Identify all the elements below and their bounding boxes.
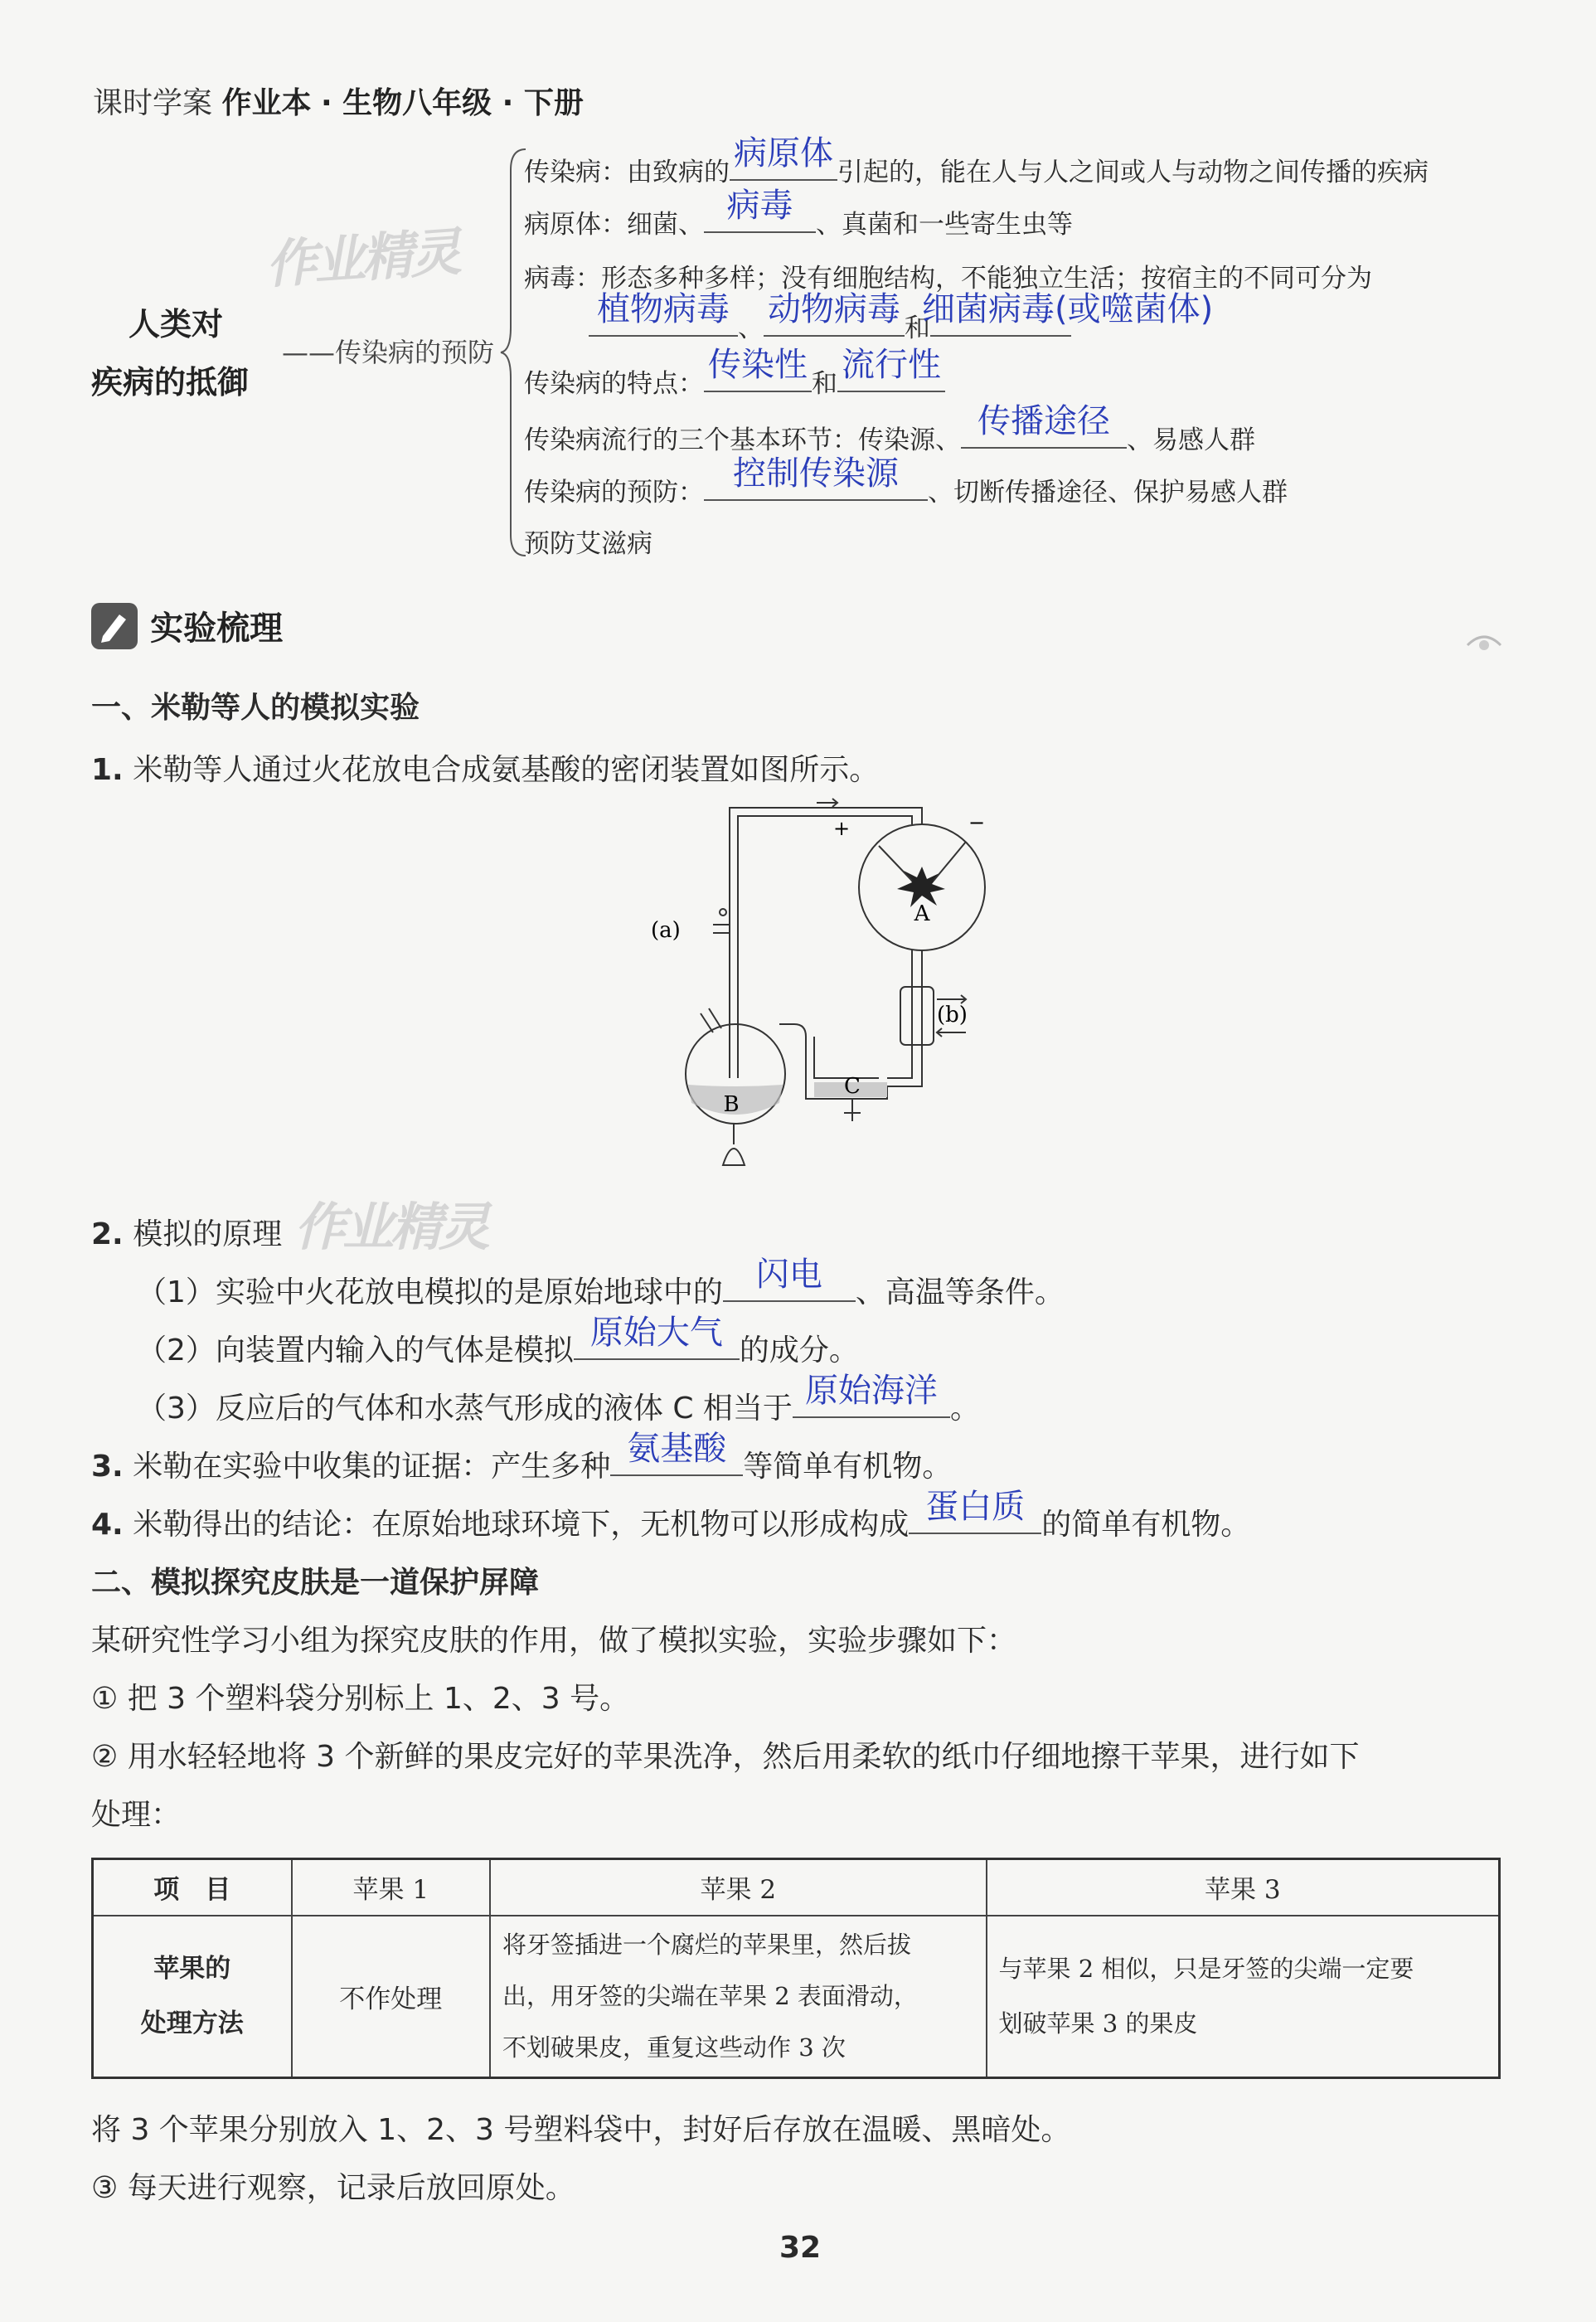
header-book: 作业本 bbox=[221, 86, 312, 120]
answer-blank: 原始海洋 bbox=[793, 1387, 950, 1418]
label-a: (a) bbox=[651, 918, 681, 943]
table-row bbox=[93, 1916, 1500, 2078]
answer-blank: 原始大气 bbox=[574, 1329, 740, 1360]
apple1-treatment: 不作处理 bbox=[292, 1916, 490, 2078]
answer-blank: 病原体 bbox=[730, 149, 837, 181]
answer-blank: 流行性 bbox=[837, 361, 945, 392]
answer-blank: 控制传染源 bbox=[704, 469, 928, 501]
part2-after: 将 3 个苹果分别放入 1、2、3 号塑料袋中，封好后存放在温暖、黑暗处。 bbox=[91, 2113, 1071, 2147]
mindmap-item-5: 传染病流行的三个基本环节：传染源、 传播途径 、易感人群 bbox=[524, 402, 1255, 455]
label-plus: + bbox=[833, 817, 851, 840]
part2-step3: ③ 每天进行观察，记录后放回原处。 bbox=[91, 2171, 575, 2205]
watermark: 作业精灵 bbox=[264, 221, 460, 295]
table-header: 项 目 bbox=[93, 1859, 292, 1916]
question-1: 1. 米勒等人通过火花放电合成氨基酸的密闭装置如图所示。 bbox=[91, 753, 880, 787]
mindmap-item-1: 传染病：由致病的 病原体 引起的，能在人与人之间或人与动物之间传播的疾病 bbox=[524, 134, 1429, 187]
part2-step2b: 处理： bbox=[91, 1798, 182, 1832]
answer-blank: 传播途径 bbox=[961, 417, 1127, 449]
mindmap-root-line2: 疾病的抵御 bbox=[91, 364, 250, 401]
row-label: 苹果的 处理方法 bbox=[93, 1916, 292, 2078]
mindmap-item-4: 传染病的特点： 传染性 和 流行性 bbox=[524, 361, 945, 400]
mindmap-item-6: 传染病的预防： 控制传染源 、切断传播途径、保护易感人群 bbox=[524, 454, 1288, 508]
question-2: 2. 模拟的原理 bbox=[91, 1217, 283, 1251]
page-number: 32 bbox=[779, 2231, 822, 2265]
header bbox=[93, 80, 584, 122]
question-3: 3. 米勒在实验中收集的证据：产生多种 氨基酸 等简单有机物。 bbox=[91, 1430, 953, 1484]
mindmap-branch: ——传染病的预防 bbox=[282, 337, 495, 368]
answer-blank: 传染性 bbox=[704, 361, 812, 392]
table-header: 苹果 2 bbox=[490, 1859, 987, 1916]
answer-blank: 闪电 bbox=[723, 1270, 856, 1302]
table-header: 苹果 3 bbox=[987, 1859, 1500, 1916]
section-title: 实验梳理 bbox=[150, 610, 284, 648]
miller-apparatus-diagram bbox=[630, 796, 1028, 1194]
section-heading bbox=[91, 602, 283, 649]
header-series: 课时学案 bbox=[93, 86, 213, 120]
label-b: (b) bbox=[937, 1003, 968, 1027]
apple2-treatment: 将牙签插进一个腐烂的苹果里，然后拔 出，用牙签的尖端在苹果 2 表面滑动， 不划破果皮，重复这些动作 3 次 bbox=[490, 1916, 987, 2078]
part2-step2a: ② 用水轻轻地将 3 个新鲜的果皮完好的苹果洗净，然后用柔软的纸巾仔细地擦干苹果，进行如下 bbox=[91, 1740, 1360, 1774]
label-A: A bbox=[914, 901, 930, 926]
question-2-1: （1）实验中火花放电模拟的是原始地球中的 闪电 、高温等条件。 bbox=[137, 1256, 1065, 1309]
question-2-2: （2）向装置内输入的气体是模拟 原始大气 的成分。 bbox=[137, 1314, 859, 1367]
part1-title: 一、米勒等人的模拟实验 bbox=[91, 691, 420, 725]
apple-treatment-table bbox=[91, 1858, 1501, 2079]
answer-blank: 病毒 bbox=[704, 202, 816, 233]
answer-blank: 蛋白质 bbox=[909, 1503, 1041, 1534]
watermark: 作业精灵 bbox=[294, 1197, 488, 1257]
answer-blank: 植物病毒 bbox=[589, 305, 738, 337]
part2-intro: 某研究性学习小组为探究皮肤的作用，做了模拟实验，实验步骤如下： bbox=[91, 1624, 1017, 1658]
pencil-note-icon bbox=[91, 603, 138, 649]
apple3-treatment: 与苹果 2 相似，只是牙签的尖端一定要 划破苹果 3 的果皮 bbox=[987, 1916, 1500, 2078]
mindmap-item-3: 病毒：形态多种多样；没有细胞结构，不能独立生活；按宿主的不同可分为 bbox=[524, 264, 1372, 294]
label-minus: − bbox=[968, 811, 986, 834]
part2-title: 二、模拟探究皮肤是一道保护屏障 bbox=[91, 1566, 540, 1600]
answer-blank: 细菌病毒(或噬菌体) bbox=[930, 305, 1071, 337]
pin-icon bbox=[1459, 620, 1509, 662]
mindmap-root-line1: 人类对 bbox=[129, 306, 224, 342]
table-header-row bbox=[93, 1859, 1500, 1916]
header-subject: · 生物八年级 · 下册 bbox=[320, 86, 584, 120]
answer-blank: 氨基酸 bbox=[610, 1445, 743, 1476]
question-4: 4. 米勒得出的结论：在原始地球环境下，无机物可以形成构成 蛋白质 的简单有机物。 bbox=[91, 1488, 1251, 1542]
mindmap-item-7: 预防艾滋病 bbox=[524, 529, 652, 559]
label-C: C bbox=[844, 1074, 861, 1099]
label-B: B bbox=[723, 1092, 740, 1117]
question-2-3: （3）反应后的气体和水蒸气形成的液体 C 相当于 原始海洋 。 bbox=[137, 1372, 980, 1426]
part2-step1: ① 把 3 个塑料袋分别标上 1、2、3 号。 bbox=[91, 1682, 630, 1716]
answer-blank: 动物病毒 bbox=[764, 305, 905, 337]
table-header: 苹果 1 bbox=[292, 1859, 490, 1916]
mindmap-item-3-answers: 植物病毒 、 动物病毒 和 细菌病毒(或噬菌体) bbox=[589, 305, 1071, 344]
mindmap-item-2: 病原体：细菌、 病毒 、真菌和一些寄生虫等 bbox=[524, 187, 1073, 240]
